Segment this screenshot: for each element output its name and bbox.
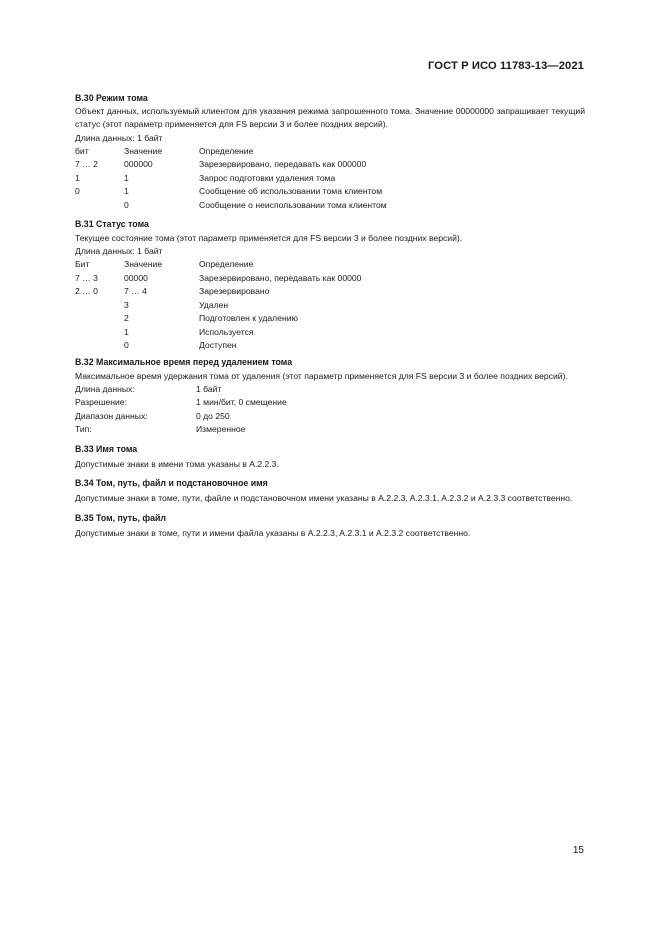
section-title-b31: B.31 Статус тома: [75, 219, 149, 230]
cell-definition: Используется: [199, 326, 254, 337]
col-definition: Определение: [199, 259, 254, 270]
cell-definition: Сообщение о неиспользовании тома клиентом: [199, 199, 387, 210]
field-row: [75, 383, 585, 397]
cell-value: 1: [124, 186, 129, 197]
table-header: [75, 258, 585, 272]
field-value: Измеренное: [196, 424, 246, 435]
cell-value: 1: [124, 326, 129, 337]
section-title-b32: B.32 Максимальное время перед удалением тома: [75, 357, 293, 368]
cell-bit: 2 … 0: [75, 286, 98, 297]
cell-bit: 7 … 3: [75, 272, 98, 283]
table-row: [75, 339, 585, 353]
field-label: Диапазон данных:: [75, 410, 148, 421]
table-row: [75, 271, 585, 285]
field-row: [75, 423, 585, 437]
cell-definition: Сообщение об использовании тома клиентом: [199, 186, 383, 197]
section-title-b33: B.33 Имя тома: [75, 443, 138, 454]
field-label: Длина данных:: [75, 383, 135, 394]
cell-value: 2: [124, 313, 129, 324]
cell-definition: Подготовлен к удалению: [199, 313, 298, 324]
field-value: 1 байт: [196, 383, 222, 394]
cell-value: 000000: [124, 159, 153, 170]
table-row: [75, 172, 585, 186]
section-b30-length: Длина данных: 1 байт: [75, 132, 163, 143]
col-bit: Бит: [75, 259, 90, 270]
cell-value: 1: [124, 172, 129, 183]
cell-bit: 1: [75, 172, 80, 183]
section-b33-description: Допустимые знаки в имени тома указаны в A.2.2.3.: [75, 459, 279, 470]
table-row: [75, 199, 585, 213]
section-b32-description: Максимальное время удержания тома от удаления (этот параметр применяется для FS версии 3 и более поздних версий).: [75, 370, 568, 381]
col-definition: Определение: [199, 145, 254, 156]
field-row: [75, 396, 585, 410]
cell-value: 7 … 4: [124, 286, 147, 297]
section-b35-description: Допустимые знаки в томе, пути и имени файла указаны в A.2.2.3, A.2.3.1 и A.2.3.2 соответственно.: [75, 527, 471, 538]
page-number: 15: [572, 845, 584, 856]
cell-value: 0: [124, 340, 129, 351]
section-title-b34: B.34 Том, путь, файл и подстановочное имя: [75, 478, 268, 489]
table-row: [75, 185, 585, 199]
cell-definition: Доступен: [199, 340, 237, 351]
field-row: [75, 410, 585, 424]
field-label: Разрешение:: [75, 397, 128, 408]
field-label: Тип:: [75, 424, 92, 435]
field-value: 0 до 250: [196, 410, 230, 421]
cell-bit: 7 … 2: [75, 159, 98, 170]
cell-definition: Запрос подготовки удаления тома: [199, 172, 336, 183]
table-row: [75, 285, 585, 299]
cell-value: 0: [124, 199, 129, 210]
cell-bit: 0: [75, 186, 80, 197]
section-b31-description: Текущее состояние тома (этот параметр применяется для FS версии 3 и более поздних версий).: [75, 232, 463, 243]
cell-value: 3: [124, 299, 129, 310]
cell-definition: Зарезервировано, передавать как 000000: [199, 159, 367, 170]
col-bit: бит: [75, 145, 89, 156]
table-row: [75, 325, 585, 339]
table-header: [75, 145, 585, 159]
section-title-b35: B.35 Том, путь, файл: [75, 512, 167, 523]
section-b31-length: Длина данных: 1 байт: [75, 245, 163, 256]
document-header: ГОСТ Р ИСО 11783-13—2021: [428, 60, 584, 72]
document-body: [75, 90, 585, 540]
table-row: [75, 158, 585, 172]
field-value: 1 мин/бит, 0 смещение: [196, 397, 287, 408]
section-b30-description: Объект данных, используемый клиентом для указания режима запрошенного тома. Значение 00000000 запрашивает текущий статус (этот параметр применяется для FS версии 3 и более поздних версий).: [75, 106, 585, 130]
cell-definition: Удален: [199, 299, 229, 310]
section-b34-description: Допустимые знаки в томе, пути, файле и подстановочном имени указаны в A.2.2.3, A.2.3.1, A.2.3.2 и A.2.3.3 соответственно.: [75, 493, 573, 504]
col-value: Значение: [124, 145, 163, 156]
cell-definition: Зарезервировано: [199, 286, 270, 297]
section-title-b30: B.30 Режим тома: [75, 93, 148, 103]
table-row: [75, 298, 585, 312]
cell-value: 00000: [124, 272, 148, 283]
cell-definition: Зарезервировано, передавать как 00000: [199, 272, 362, 283]
col-value: Значение: [124, 259, 163, 270]
table-row: [75, 312, 585, 326]
